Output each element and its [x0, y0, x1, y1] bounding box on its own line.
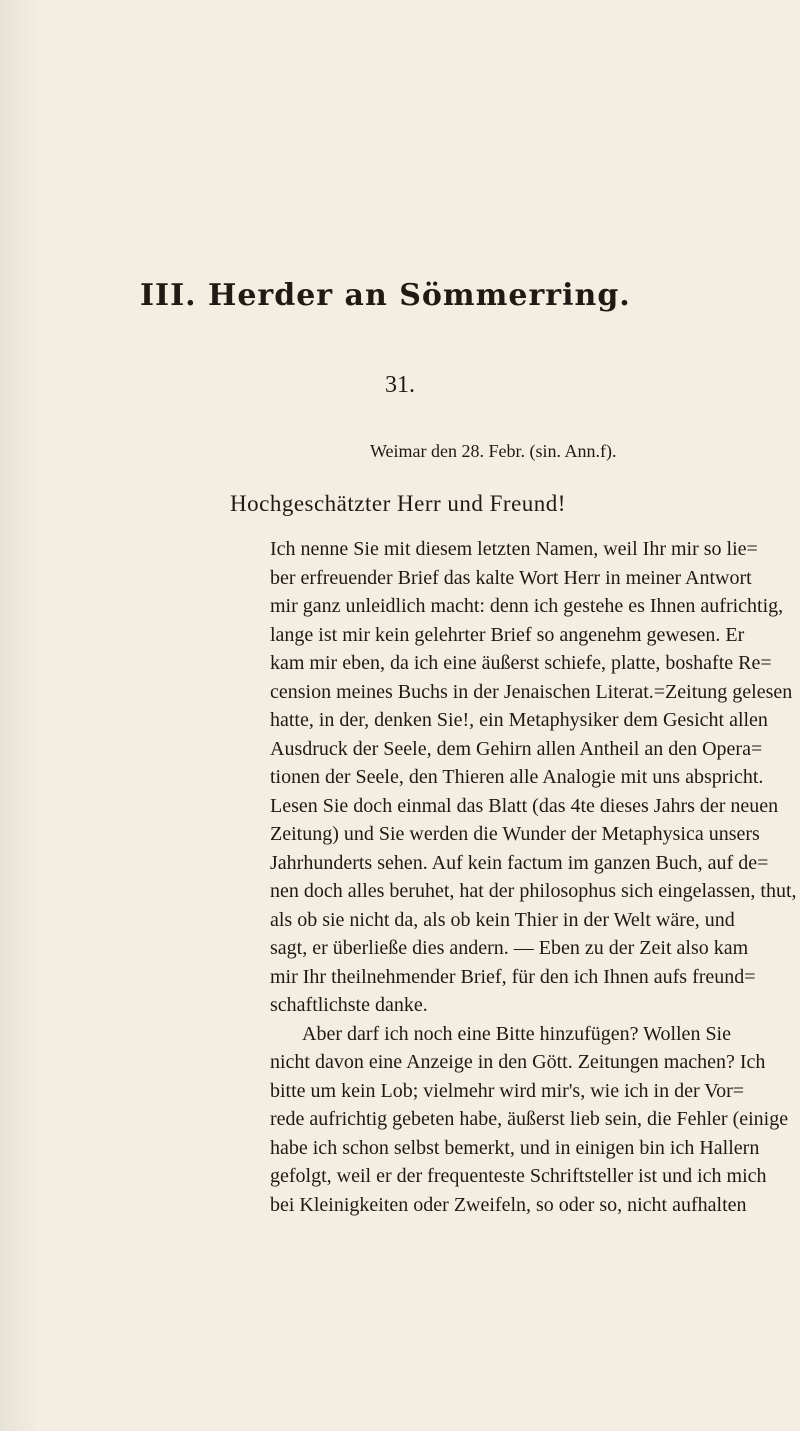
- body-line: gefolgt, weil er der frequenteste Schriftsteller ist und ich mich: [270, 1165, 767, 1187]
- body-line: nen doch alles beruhet, hat der philosophus sich eingelassen, thut,: [270, 880, 797, 902]
- body-line: hatte, in der, denken Sie!, ein Metaphysiker dem Gesicht allen: [270, 709, 768, 731]
- letter-body: [270, 535, 797, 1219]
- section-roman-numeral: III.: [140, 278, 197, 313]
- body-line: Zeitung) und Sie werden die Wunder der Metaphysica unsers: [270, 823, 760, 845]
- body-line: Lesen Sie doch einmal das Blatt (das 4te dieses Jahrs der neuen: [270, 794, 779, 817]
- body-line: nicht davon eine Anzeige in den Gött. Zeitungen machen? Ich: [270, 1051, 766, 1073]
- letter-number: 31.: [385, 372, 415, 398]
- body-line: lange ist mir kein gelehrter Brief so angenehm gewesen. Er: [270, 623, 745, 646]
- section-heading: [140, 278, 700, 313]
- body-line: cension meines Buchs in der Jenaischen Literat.=Zeitung gelesen: [270, 680, 793, 703]
- body-line: mir ganz unleidlich macht: denn ich gestehe es Ihnen aufrichtig,: [270, 595, 784, 617]
- body-line: als ob sie nicht da, als ob kein Thier in der Welt wäre, und: [270, 908, 735, 931]
- body-line: Ausdruck der Seele, dem Gehirn allen Antheil an den Opera=: [270, 737, 763, 760]
- body-line: Ich nenne Sie mit diesem letzten Namen, weil Ihr mir so lie=: [270, 538, 758, 560]
- body-line: rede aufrichtig gebeten habe, äußerst lieb sein, die Fehler (einige: [270, 1108, 789, 1130]
- letter-dateline: Weimar den 28. Febr. (sin. Ann.f).: [370, 441, 617, 461]
- body-line: schaftlichste danke.: [270, 994, 428, 1016]
- body-line: Jahrhunderts sehen. Auf kein factum im ganzen Buch, auf de=: [270, 851, 769, 874]
- body-line: Aber darf ich noch eine Bitte hinzufügen? Wollen Sie: [302, 1022, 731, 1045]
- body-line: bitte um kein Lob; vielmehr wird mir's, wie ich in der Vor=: [270, 1079, 745, 1102]
- page-edge-shadow: [0, 0, 40, 1431]
- body-line: mir Ihr theilnehmender Brief, für den ich Ihnen aufs freund=: [270, 965, 756, 988]
- body-line: kam mir eben, da ich eine äußerst schiefe, platte, boshafte Re=: [270, 652, 772, 674]
- body-line: tionen der Seele, den Thieren alle Analogie mit uns abspricht.: [270, 766, 764, 788]
- section-title: Herder an Sömmerring.: [208, 278, 631, 313]
- body-line: habe ich schon selbst bemerkt, und in einigen bin ich Hallern: [270, 1136, 760, 1159]
- letter-salutation: Hochgeschätzter Herr und Freund!: [230, 491, 566, 516]
- body-line: sagt, er überließe dies andern. — Eben zu der Zeit also kam: [270, 937, 749, 959]
- body-line: ber erfreuender Brief das kalte Wort Herr in meiner Antwort: [270, 566, 752, 589]
- body-line: bei Kleinigkeiten oder Zweifeln, so oder so, nicht aufhalten: [270, 1193, 747, 1216]
